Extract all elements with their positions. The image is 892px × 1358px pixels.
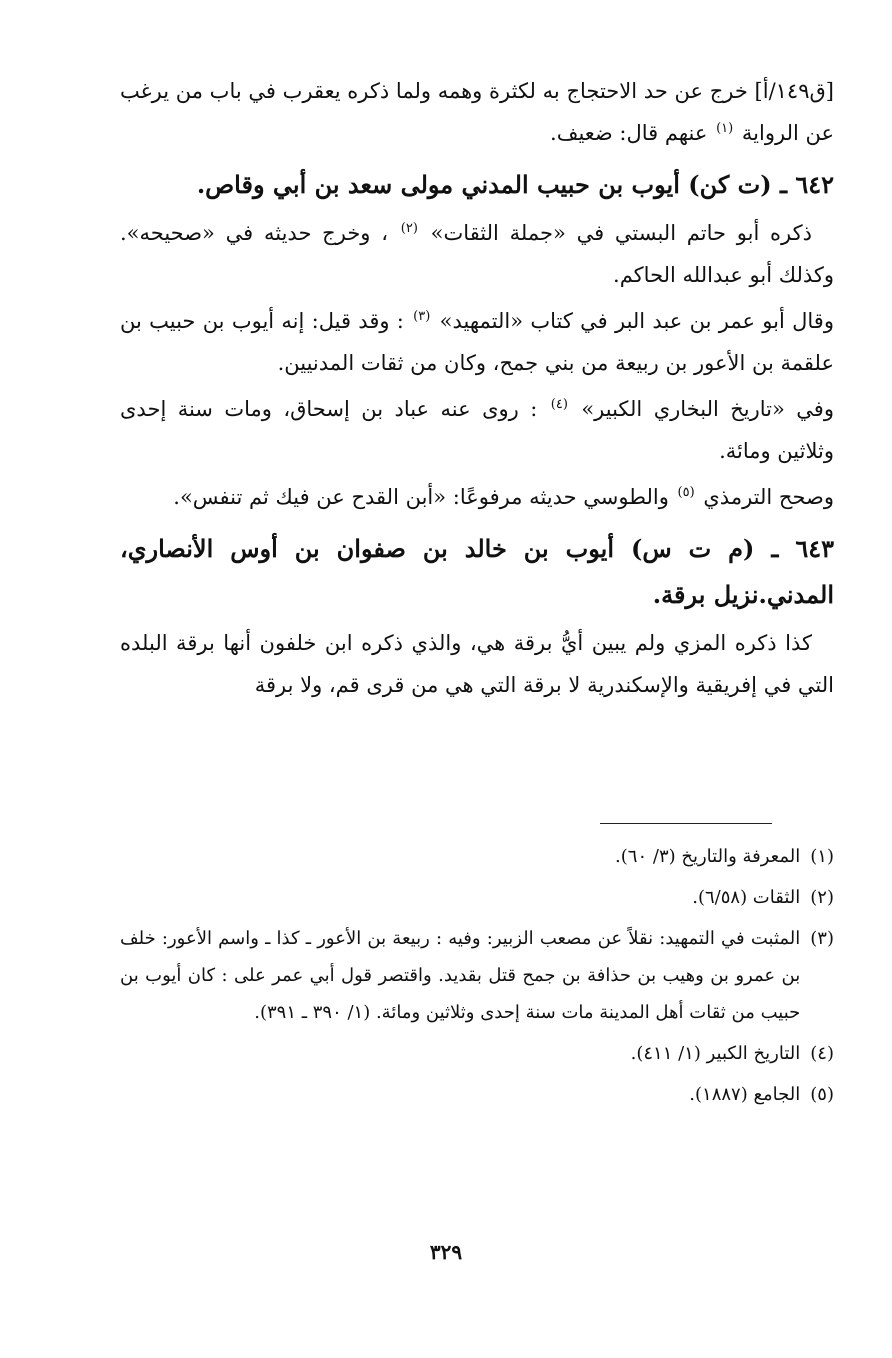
footnote-ref: (٣) <box>413 309 431 324</box>
paragraph-text: ، وخرج حديثه في «صحيحه». وكذلك أبو عبدالله الحاكم. <box>120 221 834 287</box>
footnote-3 <box>120 920 834 1031</box>
entry-643-paragraph-a <box>120 622 834 706</box>
footnote-number: (٣) <box>810 928 834 949</box>
paragraph-text: وقال أبو عمر بن عبد البر في كتاب «التمهيد» <box>439 309 834 333</box>
footnote-number: (٥) <box>810 1084 834 1105</box>
paragraph-text: عنهم قال: ضعيف. <box>550 121 708 145</box>
footnote-2 <box>120 879 834 916</box>
footnotes <box>120 838 834 1117</box>
footnote-ref: (٢) <box>400 221 418 236</box>
footnote-text: المعرفة والتاريخ (٣/ ٦٠). <box>615 846 801 867</box>
footnote-ref: (٤) <box>550 397 568 412</box>
footnote-1 <box>120 838 834 875</box>
footnote-text: الثقات (٦/٥٨). <box>692 887 801 908</box>
entry-643-heading: ٦٤٣ ـ (م ت س) أيوب بن خالد بن صفوان بن أوس الأنصاري، المدني.نزيل برقة. <box>120 534 834 609</box>
footnote-number: (٢) <box>810 887 834 908</box>
footnote-ref: (١) <box>716 121 734 136</box>
paragraph-text: : وقد قيل: إنه أيوب بن حبيب بن علقمة بن الأعور بن ربيعة من بني جمح، وكان من ثقات المدنيين. <box>120 309 834 375</box>
footnote-number: (٤) <box>810 1043 834 1064</box>
entry-642-heading: ٦٤٢ ـ (ت كن) أيوب بن حبيب المدني مولى سعد بن أبي وقاص. <box>196 170 834 199</box>
entry-642-paragraph-d <box>120 476 834 518</box>
page-number: ٣٢٩ <box>429 1240 463 1264</box>
footnote-4 <box>120 1035 834 1072</box>
footnote-text: التاريخ الكبير (١/ ٤١١). <box>630 1043 801 1064</box>
footnote-text: الجامع (١٨٨٧). <box>689 1084 801 1105</box>
paragraph-text: [ق١٤٩/أ] خرج عن حد الاحتجاج به لكثرة وهمه ولما ذكره يعقرب في باب من يرغب عن الرواية <box>120 79 834 145</box>
footnote-divider <box>600 823 772 824</box>
entry-642-paragraph-b <box>120 300 834 384</box>
footnote-number: (١) <box>810 846 834 867</box>
footnote-ref: (٥) <box>677 485 695 500</box>
paragraph-text: ذكره أبو حاتم البستي في «جملة الثقات» <box>430 221 812 245</box>
footnote-text: المثبت في التمهيد: نقلاً عن مصعب الزبير: وفيه : ربيعة بن الأعور ـ كذا ـ واسم الأعور: خلف بن عمرو بن وهيب بن حذافة بن جمح قتل بقديد. واقتصر قول أبي عمر على : كان أيوب بن حبيب من ثقات أهل المدينة مات سنة إحدى وثلاثين ومائة. (١/ ٣٩٠ ـ ٣٩١). <box>120 928 801 1023</box>
paragraph-text: وصحح الترمذي <box>703 485 834 509</box>
footnote-5 <box>120 1076 834 1113</box>
entry-642-paragraph-c <box>120 388 834 472</box>
paragraph-text: : روى عنه عباد بن إسحاق، ومات سنة إحدى وثلاثين ومائة. <box>120 397 834 463</box>
entry-642-paragraph-a <box>120 212 834 296</box>
paragraph-text: وفي «تاريخ البخاري الكبير» <box>581 397 834 421</box>
paragraph-text: كذا ذكره المزي ولم يبين أيُّ برقة هي، والذي ذكره ابن خلفون أنها برقة البلده التي في إفريقية والإسكندرية لا برقة التي هي من قرى قم، ولا برقة <box>120 631 834 697</box>
paragraph-intro <box>120 70 834 154</box>
paragraph-text: والطوسي حديثه مرفوعًا: «أبن القدح عن فيك ثم تنفس». <box>173 485 669 509</box>
